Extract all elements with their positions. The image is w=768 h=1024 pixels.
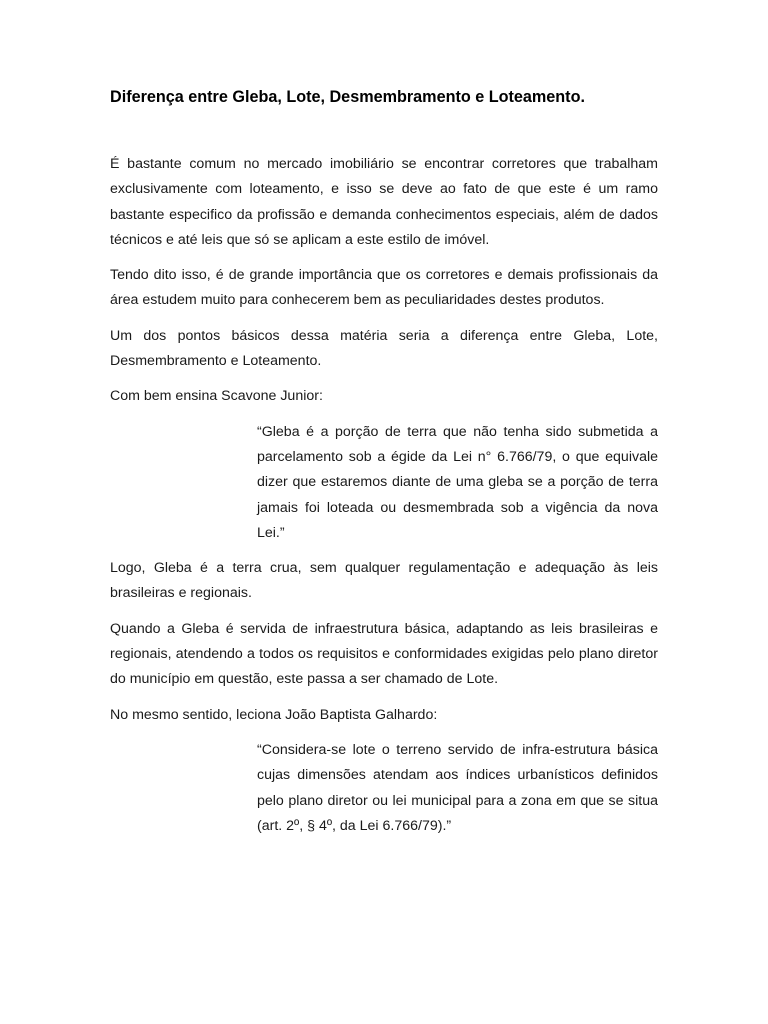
block-quote-galhardo: “Considera-se lote o terreno servido de infra-estrutura básica cujas dimensões atendam aos índices urbanísticos definidos pelo plano diretor ou lei municipal para a zona em que se situa (art. 2º, § 4º, da Lei 6.766/79).” (257, 741, 658, 834)
paragraph-basic-points: Um dos pontos básicos dessa matéria seria a diferença entre Gleba, Lote, Desmembramento e Loteamento. (110, 327, 658, 370)
paragraph-importance: Tendo dito isso, é de grande importância que os corretores e demais profissionais da área estudem muito para conhecerem bem as peculiaridades destes produtos. (110, 267, 658, 309)
paragraph-galhardo-intro: No mesmo sentido, leciona João Baptista Galhardo: (110, 706, 438, 723)
paragraph-intro: É bastante comum no mercado imobiliário se encontrar corretores que trabalham exclusivamente com loteamento, e isso se deve ao fato de que este é um ramo bastante especifico da profissão e demanda conhecimentos especiais, além de dados técnicos e até leis que só se aplicam a este estilo de imóvel. (110, 156, 658, 248)
document-title: Diferença entre Gleba, Lote, Desmembramento e Loteamento. (110, 88, 585, 106)
document-body (110, 152, 658, 849)
paragraph-scavone-intro: Com bem ensina Scavone Junior: (110, 388, 323, 405)
block-quote-scavone: “Gleba é a porção de terra que não tenha sido submetida a parcelamento sob a égide da Lei n° 6.766/79, o que equivale dizer que estaremos diante de uma gleba se a porção de terra jamais foi loteada ou desmembrada sob a vigência da nova Lei.” (257, 423, 658, 541)
paragraph-gleba-definition: Logo, Gleba é a terra crua, sem qualquer regulamentação e adequação às leis brasileiras e regionais. (110, 560, 658, 602)
paragraph-lote-definition: Quando a Gleba é servida de infraestrutura básica, adaptando as leis brasileiras e regionais, atendendo a todos os requisitos e conformidades exigidas pelo plano diretor do município em questão, este passa a ser chamado de Lote. (110, 620, 658, 688)
